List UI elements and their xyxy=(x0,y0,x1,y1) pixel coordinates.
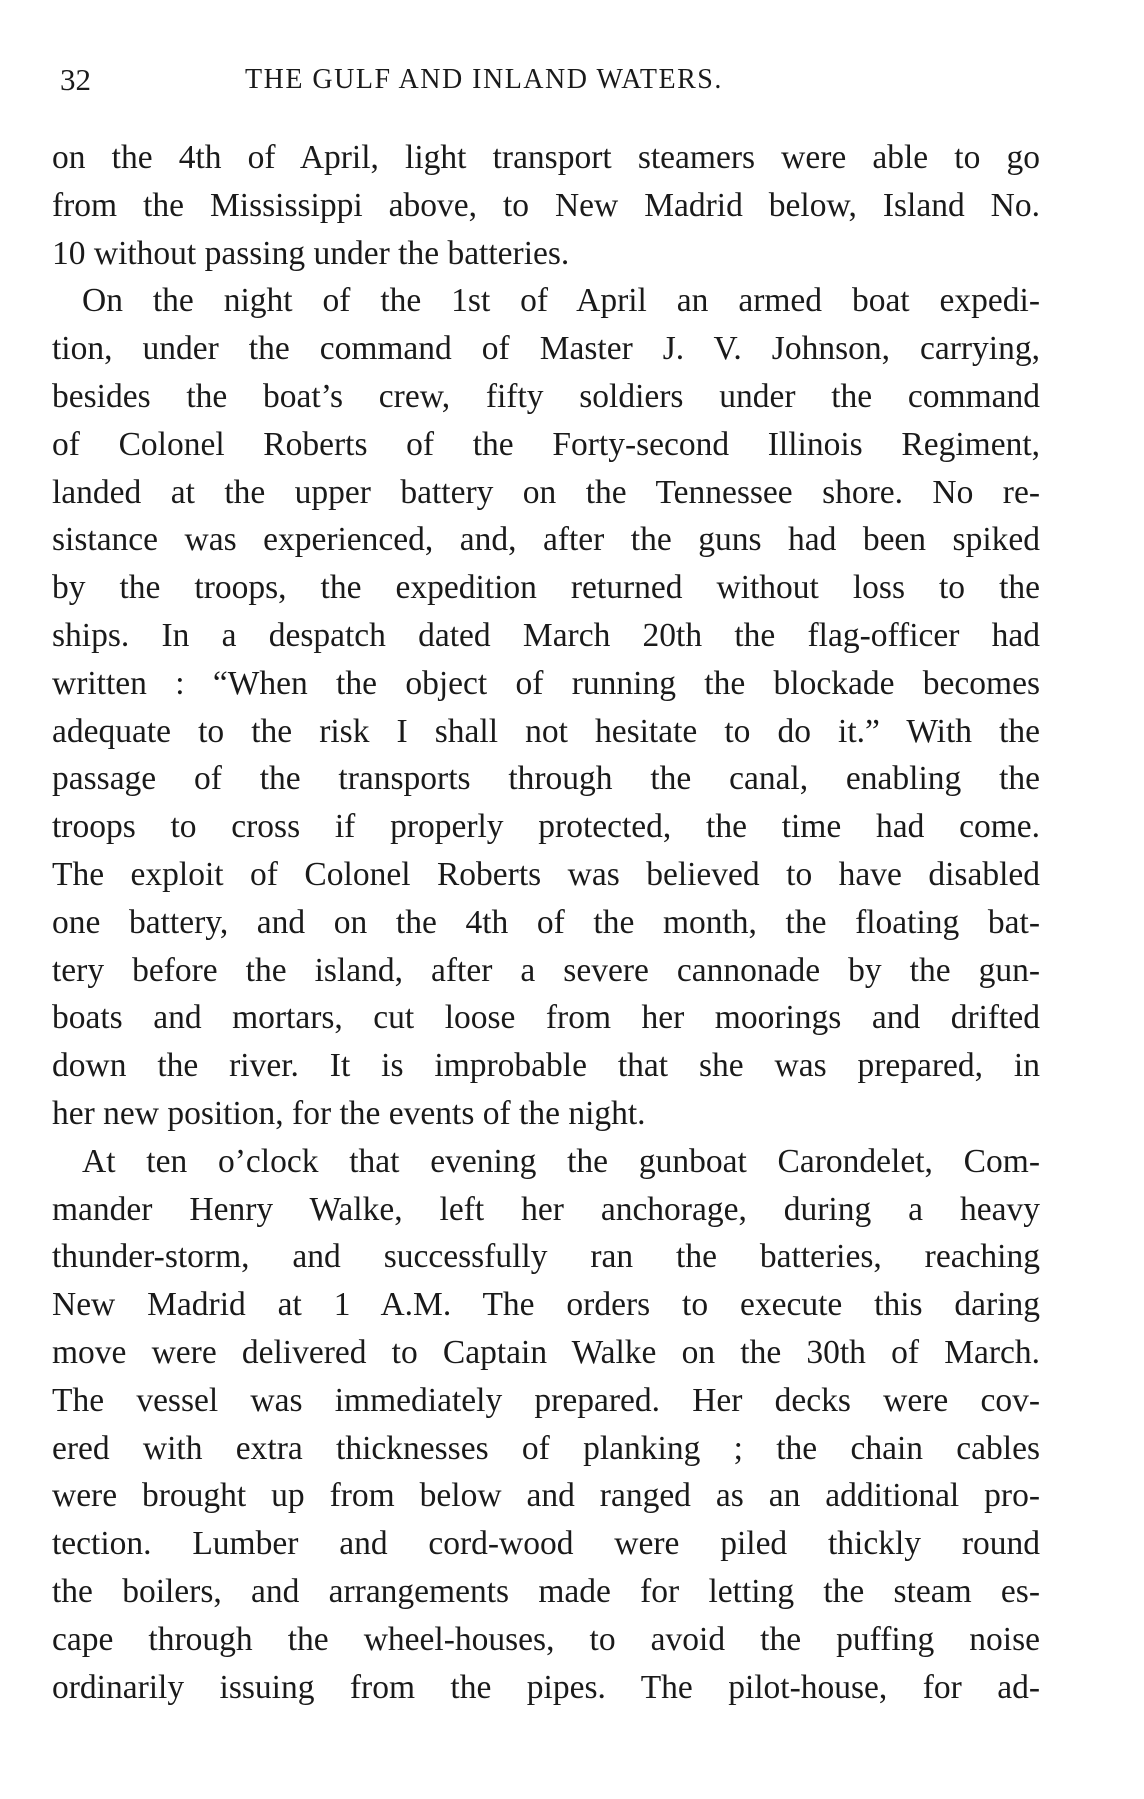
text-line: mander Henry Walke, left her anchorage, during a heavy xyxy=(52,1190,1040,1228)
page-number: 32 xyxy=(60,62,91,97)
text-line: On the night of the 1st of April an armed boat expedi- xyxy=(82,282,1040,320)
text-line: troops to cross if properly protected, the time had come. xyxy=(52,808,1040,846)
text-line: New Madrid at 1 A.M. The orders to execute this daring xyxy=(52,1286,1040,1324)
text-line: down the river. It is improbable that she was prepared, in xyxy=(52,1047,1040,1085)
page-header xyxy=(60,62,1060,112)
text-line: The exploit of Colonel Roberts was believed to have disabled xyxy=(52,855,1040,893)
text-line: her new position, for the events of the night. xyxy=(52,1094,646,1132)
text-line: on the 4th of April, light transport steamers were able to go xyxy=(52,139,1040,176)
text-line: ships. In a despatch dated March 20th the flag-officer had xyxy=(52,616,1040,654)
text-line: tion, under the command of Master J. V. Johnson, carrying, xyxy=(52,330,1040,368)
text-line: tery before the island, after a severe cannonade by the gun- xyxy=(52,951,1040,989)
running-title: THE GULF AND INLAND WATERS. xyxy=(245,64,723,95)
text-line: landed at the upper battery on the Tennessee shore. No re- xyxy=(52,473,1040,511)
text-line: thunder-storm, and successfully ran the batteries, reaching xyxy=(52,1238,1040,1276)
text-line: adequate to the risk I shall not hesitate to do it.” With the xyxy=(52,712,1040,750)
text-line: ered with extra thicknesses of planking ; the chain cables xyxy=(52,1429,1040,1467)
text-line: of Colonel Roberts of the Forty-second Illinois Regiment, xyxy=(52,425,1040,463)
text-line: written : “When the object of running the blockade becomes xyxy=(52,664,1040,702)
paragraph xyxy=(52,277,1040,1137)
body-text xyxy=(52,134,1040,1711)
text-line: the boilers, and arrangements made for letting the steam es- xyxy=(52,1572,1040,1610)
text-line: ordinarily issuing from the pipes. The pilot-house, for ad- xyxy=(52,1668,1040,1706)
paragraph xyxy=(52,134,1040,277)
text-line: 10 without passing under the batteries. xyxy=(52,234,570,272)
text-line: At ten o’clock that evening the gunboat Carondelet, Com- xyxy=(82,1142,1040,1180)
text-line: cape through the wheel-houses, to avoid the puffing noise xyxy=(52,1620,1040,1658)
paragraph xyxy=(52,1138,1040,1712)
text-line: boats and mortars, cut loose from her moorings and drifted xyxy=(52,999,1040,1037)
text-line: by the troops, the expedition returned without loss to the xyxy=(52,569,1040,607)
text-line: were brought up from below and ranged as an additional pro- xyxy=(52,1477,1040,1515)
text-line: from the Mississippi above, to New Madrid below, Island No. xyxy=(52,186,1040,224)
text-line: The vessel was immediately prepared. Her decks were cov- xyxy=(52,1381,1040,1419)
text-line: tection. Lumber and cord-wood were piled thickly round xyxy=(52,1525,1040,1563)
text-line: sistance was experienced, and, after the guns had been spiked xyxy=(52,521,1040,559)
text-line: passage of the transports through the canal, enabling the xyxy=(52,760,1040,798)
text-line: move were delivered to Captain Walke on the 30th of March. xyxy=(52,1333,1040,1371)
text-line: one battery, and on the 4th of the month, the floating bat- xyxy=(52,903,1040,941)
text-line: besides the boat’s crew, fifty soldiers under the command xyxy=(52,377,1040,415)
